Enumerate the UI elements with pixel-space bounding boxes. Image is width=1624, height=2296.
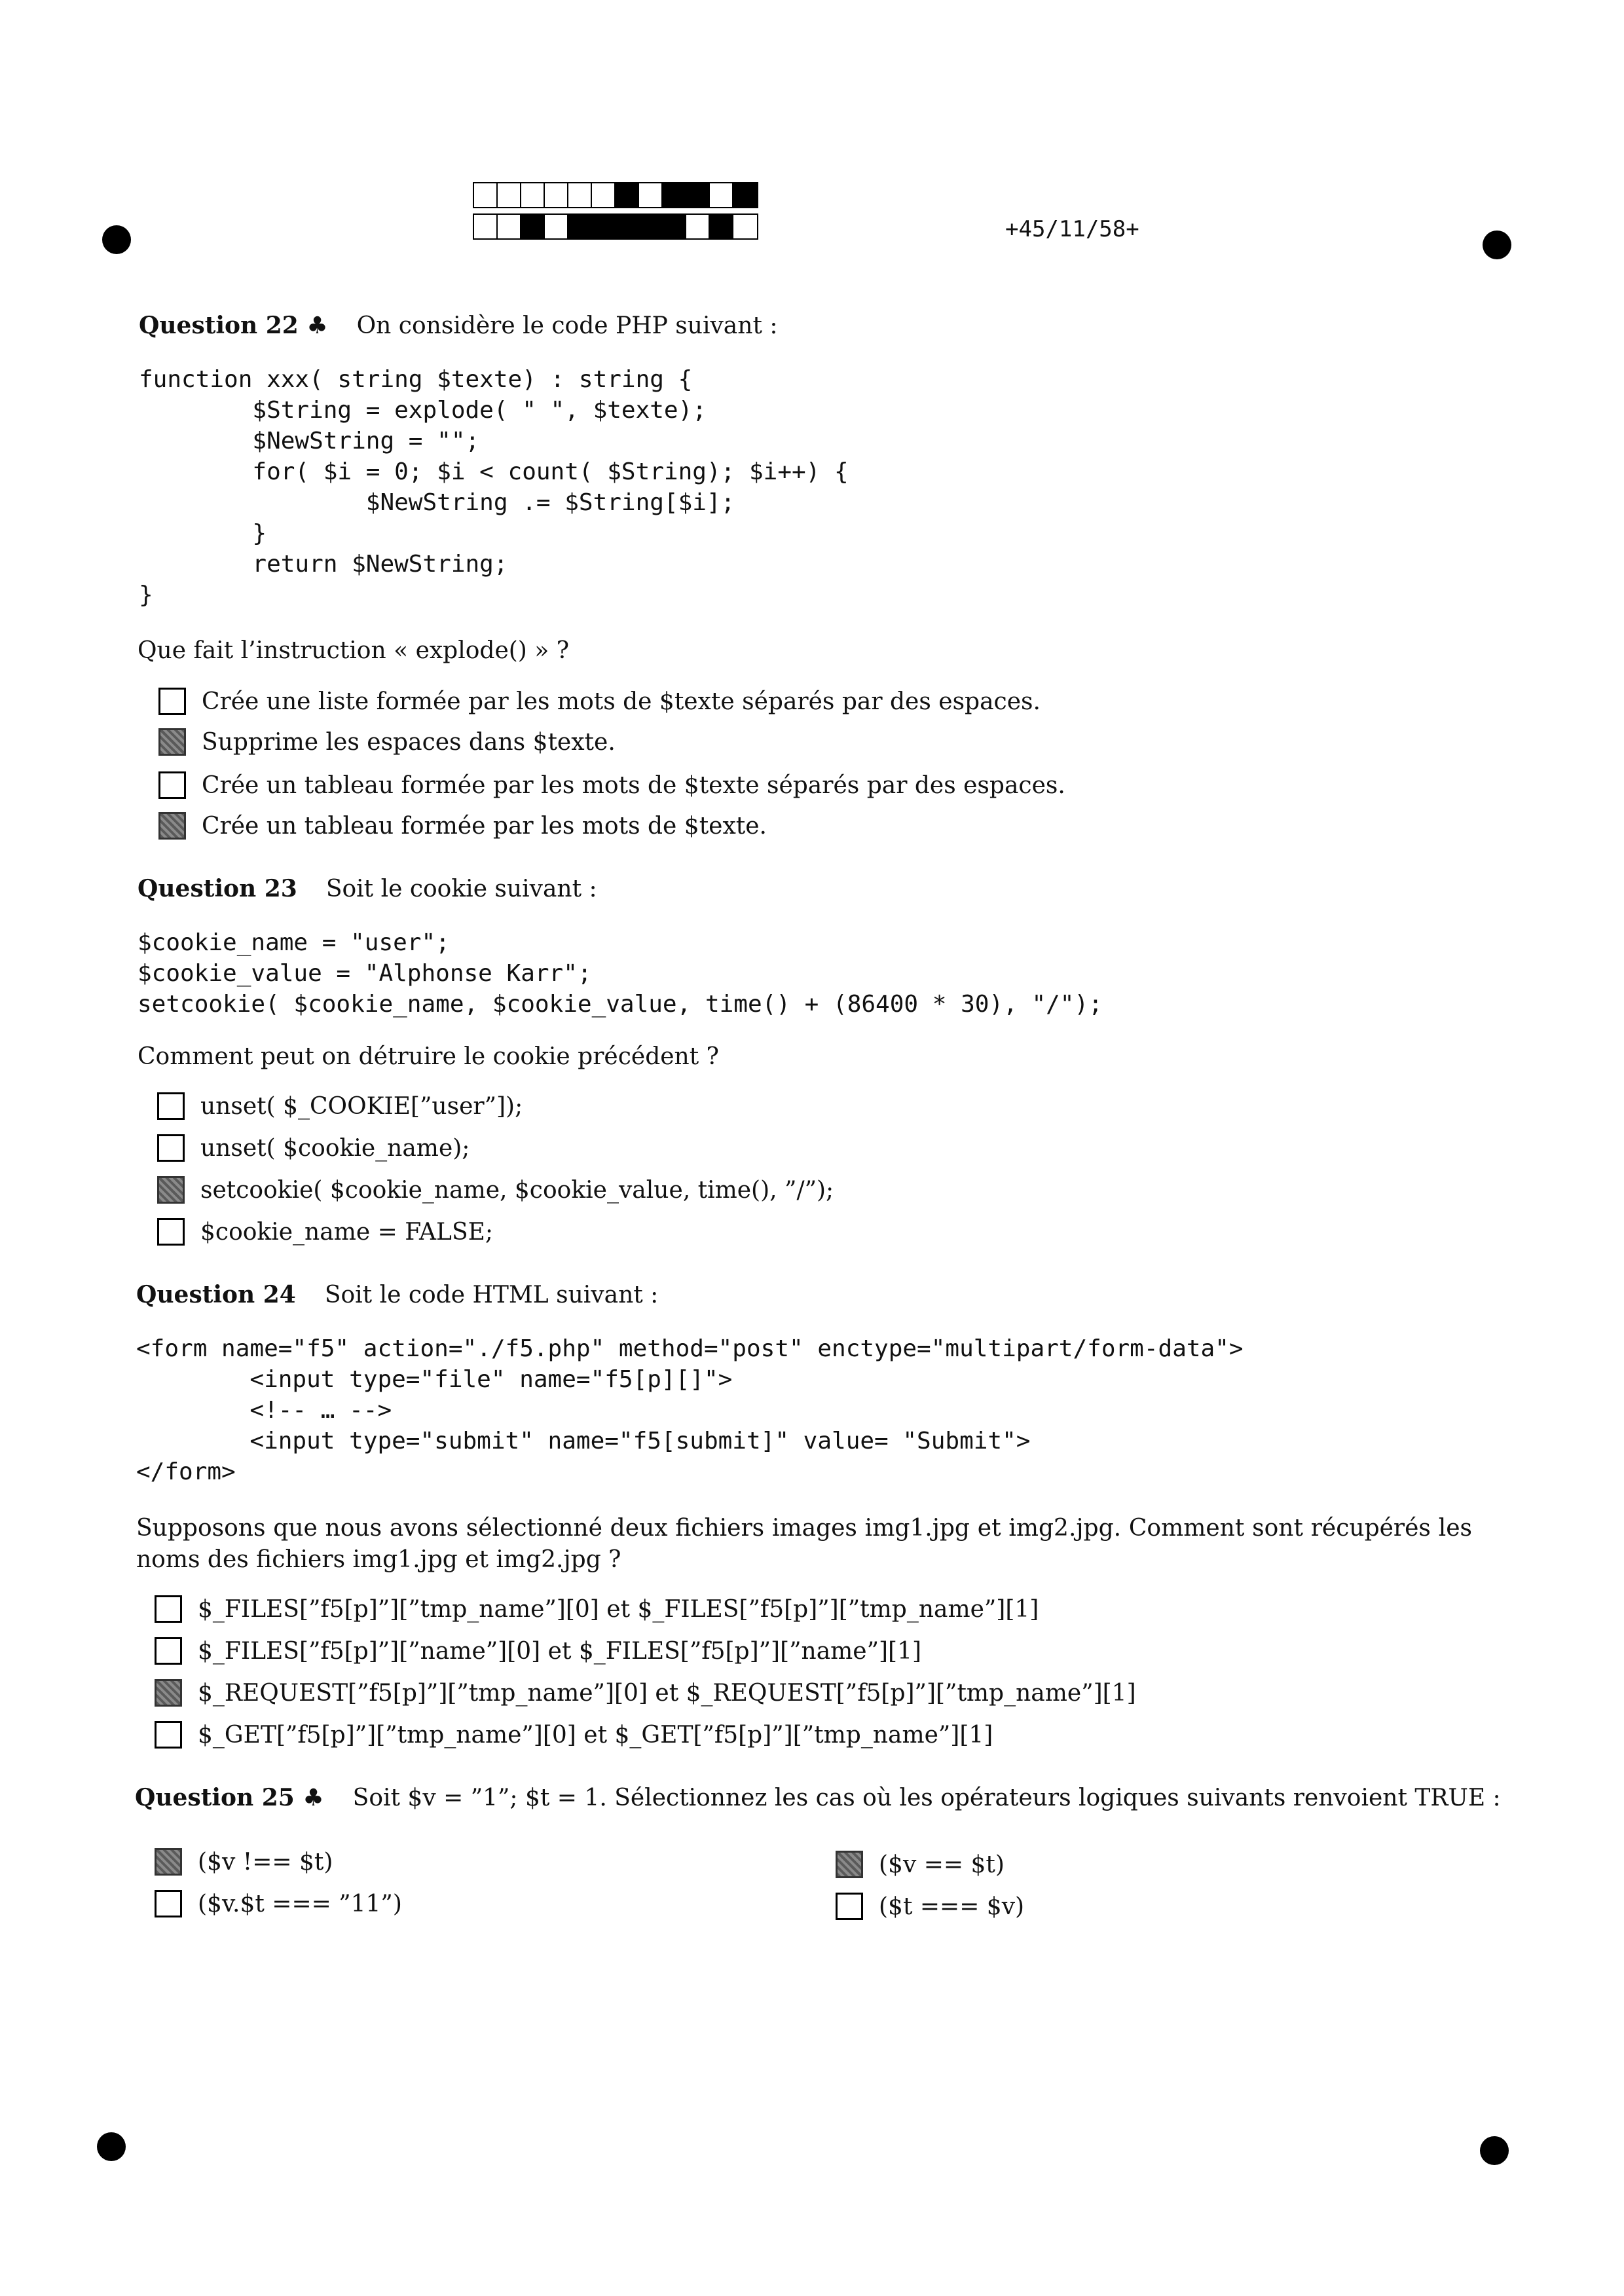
checkbox[interactable] xyxy=(158,688,186,715)
question-23-prompt: Comment peut on détruire le cookie précédent ? xyxy=(138,1043,719,1070)
checkbox[interactable] xyxy=(155,1679,182,1707)
barcode-cell xyxy=(710,215,733,238)
question-22-label: Question 22 xyxy=(139,312,299,339)
barcode-cell xyxy=(733,183,757,207)
question-25-label: Question 25 xyxy=(135,1784,295,1811)
question-23-option-3[interactable] xyxy=(157,1176,834,1204)
question-23-option-2[interactable] xyxy=(157,1134,470,1162)
checkbox[interactable] xyxy=(155,1848,182,1876)
barcode-cell xyxy=(498,215,521,238)
option-text: Crée un tableau formée par les mots de $texte séparés par des espaces. xyxy=(202,771,1065,799)
registration-mark-top-left xyxy=(102,225,131,254)
question-25-intro: Soit $v = ”1”; $t = 1. Sélectionnez les cas où les opérateurs logiques suivants renvoient TRUE : xyxy=(352,1785,1501,1811)
barcode-cell xyxy=(474,215,498,238)
barcode-cell xyxy=(568,183,592,207)
option-text: unset( $_COOKIE[”user”]); xyxy=(200,1092,523,1120)
question-24-prompt: Supposons que nous avons sélectionné deux fichiers images img1.jpg et img2.jpg. Comment sont récupérés les noms des fichiers img1.jpg et img2.jpg ? xyxy=(136,1515,1472,1573)
checkbox[interactable] xyxy=(836,1893,863,1920)
question-24-option-1[interactable] xyxy=(155,1595,1039,1623)
question-22-prompt: Que fait l’instruction « explode() » ? xyxy=(138,637,570,664)
question-23-option-4[interactable] xyxy=(157,1218,493,1246)
question-25-option-3[interactable] xyxy=(836,1851,1005,1878)
barcode-cell xyxy=(639,183,663,207)
registration-mark-top-right xyxy=(1483,231,1511,259)
barcode-cell xyxy=(545,183,568,207)
checkbox[interactable] xyxy=(155,1721,182,1749)
question-25-header xyxy=(135,1784,1501,1811)
option-text: $cookie_name = FALSE; xyxy=(200,1218,494,1246)
barcode-cell xyxy=(568,215,592,238)
checkbox[interactable] xyxy=(158,728,186,756)
question-23-header xyxy=(138,875,597,902)
barcode-cell xyxy=(639,215,663,238)
question-24-code: <form name="f5" action="./f5.php" method="post" enctype="multipart/form-data"> <input type="file" name="f5[p][]"> <!-- … --> <input type="submit" name="f5[submit]" value= "Submit"> </form> xyxy=(136,1335,1244,1485)
option-text: Supprime les espaces dans $texte. xyxy=(202,728,616,756)
barcode-cell xyxy=(710,183,733,207)
question-24-intro: Soit le code HTML suivant : xyxy=(324,1282,659,1308)
barcode-cell xyxy=(686,215,710,238)
question-23-option-1[interactable] xyxy=(157,1092,523,1120)
page-id: +45/11/58+ xyxy=(1005,216,1139,242)
barcode-cell xyxy=(498,183,521,207)
option-text: $_GET[”f5[p]”][”tmp_name”][0] et $_GET[”f5[p]”][”tmp_name”][1] xyxy=(198,1721,993,1749)
barcode-cell xyxy=(521,215,545,238)
checkbox[interactable] xyxy=(157,1218,185,1246)
registration-mark-bottom-left xyxy=(97,2132,126,2161)
club-icon: ♣ xyxy=(303,1785,324,1811)
checkbox[interactable] xyxy=(158,771,186,799)
question-24-option-3[interactable] xyxy=(155,1679,1136,1707)
barcode-cell xyxy=(663,183,686,207)
checkbox[interactable] xyxy=(157,1134,185,1162)
barcode-cell xyxy=(545,215,568,238)
checkbox[interactable] xyxy=(155,1890,182,1917)
option-text: Crée une liste formée par les mots de $texte séparés par des espaces. xyxy=(202,688,1041,715)
registration-mark-bottom-right xyxy=(1480,2136,1509,2165)
checkbox[interactable] xyxy=(157,1092,185,1120)
option-text: ($v == $t) xyxy=(879,1851,1005,1878)
barcode-cell xyxy=(616,215,639,238)
option-text: ($v !== $t) xyxy=(198,1848,333,1876)
barcode-cell xyxy=(592,183,616,207)
question-24-label: Question 24 xyxy=(136,1281,296,1308)
question-25-option-2[interactable] xyxy=(155,1890,402,1917)
option-text: Crée un tableau formée par les mots de $texte. xyxy=(202,812,767,840)
barcode-cell xyxy=(733,215,757,238)
checkbox[interactable] xyxy=(158,812,186,840)
question-22-option-3[interactable] xyxy=(158,771,1065,799)
question-23-intro: Soit le cookie suivant : xyxy=(325,876,597,902)
option-text: ($t === $v) xyxy=(879,1893,1025,1920)
barcode-row-2 xyxy=(473,213,758,240)
barcode-cell xyxy=(474,183,498,207)
question-23-code: $cookie_name = "user"; $cookie_value = "Alphonse Karr"; setcookie( $cookie_name, $cookie_value, time() + (86400 * 30), "/"); xyxy=(138,929,1103,1018)
checkbox[interactable] xyxy=(836,1851,863,1878)
option-text: $_REQUEST[”f5[p]”][”tmp_name”][0] et $_REQUEST[”f5[p]”][”tmp_name”][1] xyxy=(198,1679,1136,1707)
barcode-cell xyxy=(592,215,616,238)
option-text: $_FILES[”f5[p]”][”name”][0] et $_FILES[”f5[p]”][”name”][1] xyxy=(198,1637,922,1665)
option-text: $_FILES[”f5[p]”][”tmp_name”][0] et $_FILES[”f5[p]”][”tmp_name”][1] xyxy=(198,1595,1039,1623)
barcode-cell xyxy=(686,183,710,207)
checkbox[interactable] xyxy=(157,1176,185,1204)
option-text: setcookie( $cookie_name, $cookie_value, time(), ”/”); xyxy=(200,1176,834,1204)
checkbox[interactable] xyxy=(155,1595,182,1623)
barcode-cell xyxy=(521,183,545,207)
question-24-option-2[interactable] xyxy=(155,1637,921,1665)
option-text: ($v.$t === ”11”) xyxy=(198,1890,402,1917)
question-22-option-4[interactable] xyxy=(158,812,767,840)
question-25-option-1[interactable] xyxy=(155,1848,333,1876)
club-icon: ♣ xyxy=(306,312,328,339)
question-22-intro: On considère le code PHP suivant : xyxy=(356,312,778,339)
question-22-header xyxy=(139,312,778,339)
question-25-option-4[interactable] xyxy=(836,1893,1024,1920)
question-23-label: Question 23 xyxy=(138,875,297,902)
barcode-cell xyxy=(663,215,686,238)
question-22-code: function xxx( string $texte) : string { $String = explode( " ", $texte); $NewString = ""; for( $i = 0; $i < count( $String); $i++) { $NewString .= $String[$i]; } return $NewString; } xyxy=(139,366,849,608)
option-text: unset( $cookie_name); xyxy=(200,1134,470,1162)
question-24-option-4[interactable] xyxy=(155,1721,993,1749)
barcode-row-1 xyxy=(473,182,758,208)
barcode-cell xyxy=(616,183,639,207)
question-24-header xyxy=(136,1281,658,1308)
question-22-option-2[interactable] xyxy=(158,728,616,756)
question-22-option-1[interactable] xyxy=(158,688,1041,715)
checkbox[interactable] xyxy=(155,1637,182,1665)
